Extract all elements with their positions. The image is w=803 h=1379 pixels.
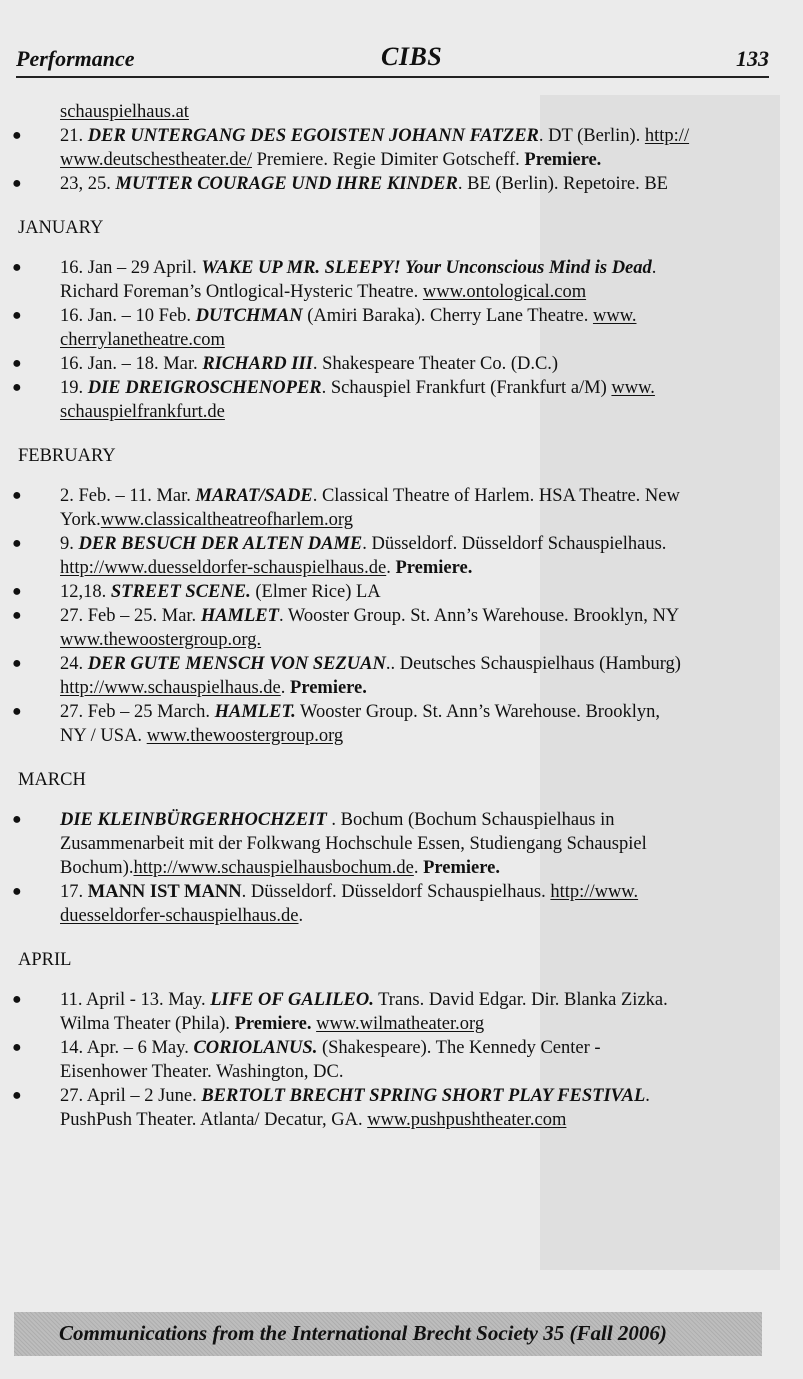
play-title: DER GUTE MENSCH VON SEZUAN — [87, 654, 386, 674]
list-item: ● 16. Jan. – 18. Mar. RICHARD III. Shakespeare Theater Co. (D.C.) — [12, 354, 559, 374]
play-title: MUTTER COURAGE UND IHRE KINDER — [115, 174, 458, 194]
link[interactable]: schauspielhaus.at — [60, 102, 189, 122]
header-rule — [16, 76, 769, 78]
bullet-icon: ● — [12, 127, 22, 144]
list-item: ● 17. MANN IST MANN. Düsseldorf. Düsseldorf Schauspielhaus. http://www. duesseldorfer-schauspielhaus.de. — [12, 882, 639, 926]
play-title: STREET SCENE. — [110, 582, 251, 602]
play-title: DER BESUCH DER ALTEN DAME — [78, 534, 363, 554]
play-title: MANN IST MANN — [87, 882, 242, 902]
link[interactable]: www.thewoostergroup.org. — [60, 630, 262, 650]
bullet-icon: ● — [12, 607, 22, 624]
journal-footer-banner — [14, 1312, 762, 1356]
link[interactable]: cherrylanetheatre.com — [60, 330, 225, 350]
footer-text: Communications from the International Brecht Society 35 (Fall 2006) — [59, 1321, 667, 1345]
link[interactable]: www. — [592, 306, 637, 326]
play-title: LIFE OF GALILEO. — [210, 990, 374, 1010]
page-number: 133 — [736, 46, 769, 71]
month-heading: FEBRUARY — [18, 446, 116, 466]
list-item: ● 19. DIE DREIGROSCHENOPER. Schauspiel Frankfurt (Frankfurt a/M) www. schauspielfrankfurt.de — [12, 378, 655, 422]
play-title: WAKE UP MR. SLEEPY! Your Unconscious Mind is Dead — [201, 258, 652, 278]
link[interactable]: http://www.duesseldorfer-schauspielhaus.de — [60, 558, 387, 578]
list-item: ● 2. Feb. – 11. Mar. MARAT/SADE. Classical Theatre of Harlem. HSA Theatre. New York.www.classicaltheatreofharlem.org — [12, 486, 680, 530]
section-title: Performance — [16, 46, 135, 71]
running-header — [16, 42, 769, 78]
link[interactable]: www. — [611, 378, 655, 398]
bullet-icon: ● — [12, 1087, 22, 1104]
play-title: DUTCHMAN — [195, 306, 303, 326]
link[interactable]: www.ontological.com — [422, 282, 587, 302]
list-item: ● 27. April – 2 June. BERTOLT BRECHT SPRING SHORT PLAY FESTIVAL. PushPush Theater. Atlanta/ Decatur, GA. www.pushpushtheater.com — [12, 1086, 650, 1130]
play-title: CORIOLANUS. — [193, 1038, 318, 1058]
play-title: BERTOLT BRECHT SPRING SHORT PLAY FESTIVAL — [201, 1086, 646, 1106]
list-item: ● 21. DER UNTERGANG DES EGOISTEN JOHANN FATZER. DT (Berlin). http:// www.deutschestheater.de/ Premiere. Regie Dimiter Gotscheff. Premiere. — [12, 126, 690, 170]
list-item: ● 27. Feb – 25 March. HAMLET. Wooster Group. St. Ann’s Warehouse. Brooklyn, NY / USA. www.thewoostergroup.org — [12, 702, 660, 746]
bullet-icon: ● — [12, 487, 22, 504]
month-heading: JANUARY — [18, 218, 104, 238]
link[interactable]: www.wilmatheater.org — [316, 1014, 485, 1034]
list-item: ● 12,18. STREET SCENE. (Elmer Rice) LA — [12, 582, 381, 602]
list-item: ● 27. Feb – 25. Mar. HAMLET. Wooster Group. St. Ann’s Warehouse. Brooklyn, NY www.thewoostergroup.org. — [12, 606, 680, 650]
list-item: ● 11. April - 13. May. LIFE OF GALILEO. Trans. David Edgar. Dir. Blanka Zizka. Wilma Theater (Phila). Premiere. www.wilmatheater.org — [12, 990, 668, 1034]
link[interactable]: www.pushpushtheater.com — [367, 1110, 567, 1130]
play-title: DIE DREIGROSCHENOPER — [87, 378, 322, 398]
list-item: ● 16. Jan – 29 April. WAKE UP MR. SLEEPY! Your Unconscious Mind is Dead. Richard Foreman’s Ontlogical-Hysteric Theatre. www.ontological.com — [12, 258, 657, 302]
list-item: ● 24. DER GUTE MENSCH VON SEZUAN.. Deutsches Schauspielhaus (Hamburg) http://www.schauspielhaus.de. Premiere. — [12, 654, 681, 698]
link[interactable]: http:// — [644, 126, 690, 146]
link[interactable]: www.classicaltheatreofharlem.org — [100, 510, 354, 530]
link[interactable]: www.thewoostergroup.org — [146, 726, 344, 746]
bullet-icon: ● — [12, 307, 22, 324]
performance-listing — [12, 100, 768, 1132]
journal-logo: CIBS — [381, 42, 443, 71]
list-item: ● 9. DER BESUCH DER ALTEN DAME. Düsseldorf. Düsseldorf Schauspielhaus. http://www.duesseldorfer-schauspielhaus.de. Premiere. — [12, 534, 667, 578]
list-item: ● DIE KLEINBÜRGERHOCHZEIT . Bochum (Bochum Schauspielhaus in Zusammenarbeit mit der Folkwang Hochschule Essen, Studiengang Schauspiel Bochum).http://www.schauspielhausbochum.de. Premiere. — [12, 810, 647, 878]
bullet-icon: ● — [12, 355, 22, 372]
play-title: HAMLET. — [214, 702, 296, 722]
link[interactable]: schauspielfrankfurt.de — [60, 402, 225, 422]
list-item-continuation — [18, 100, 768, 124]
play-title: DER UNTERGANG DES EGOISTEN JOHANN FATZER — [87, 126, 539, 146]
link[interactable]: duesseldorfer-schauspielhaus.de — [60, 906, 299, 926]
link[interactable]: http://www. — [550, 882, 639, 902]
bullet-icon: ● — [12, 259, 22, 276]
link[interactable]: www.deutschestheater.de/ — [60, 150, 252, 170]
bullet-icon: ● — [12, 991, 22, 1008]
play-title: HAMLET — [200, 606, 279, 626]
bullet-icon: ● — [12, 175, 22, 192]
list-item: ● 14. Apr. – 6 May. CORIOLANUS. (Shakespeare). The Kennedy Center - Eisenhower Theater. Washington, DC. — [12, 1038, 601, 1082]
bullet-icon: ● — [12, 703, 22, 720]
bullet-icon: ● — [12, 811, 22, 828]
bullet-icon: ● — [12, 583, 22, 600]
play-title: RICHARD III — [202, 354, 313, 374]
month-heading: MARCH — [18, 770, 86, 790]
play-title: DIE KLEINBÜRGERHOCHZEIT — [60, 810, 327, 830]
bullet-icon: ● — [12, 655, 22, 672]
bullet-icon: ● — [12, 379, 22, 396]
month-heading: APRIL — [18, 950, 72, 970]
play-title: MARAT/SADE — [195, 486, 313, 506]
bullet-icon: ● — [12, 1039, 22, 1056]
link[interactable]: http://www.schauspielhaus.de — [60, 678, 281, 698]
bullet-icon: ● — [12, 883, 22, 900]
list-item: ● 16. Jan. – 10 Feb. DUTCHMAN (Amiri Baraka). Cherry Lane Theatre. www. cherrylanetheatre.com — [12, 306, 637, 350]
link[interactable]: http://www.schauspielhausbochum.de — [133, 858, 414, 878]
bullet-icon: ● — [12, 535, 22, 552]
list-item: ● 23, 25. MUTTER COURAGE UND IHRE KINDER. BE (Berlin). Repetoire. BE — [12, 174, 668, 194]
